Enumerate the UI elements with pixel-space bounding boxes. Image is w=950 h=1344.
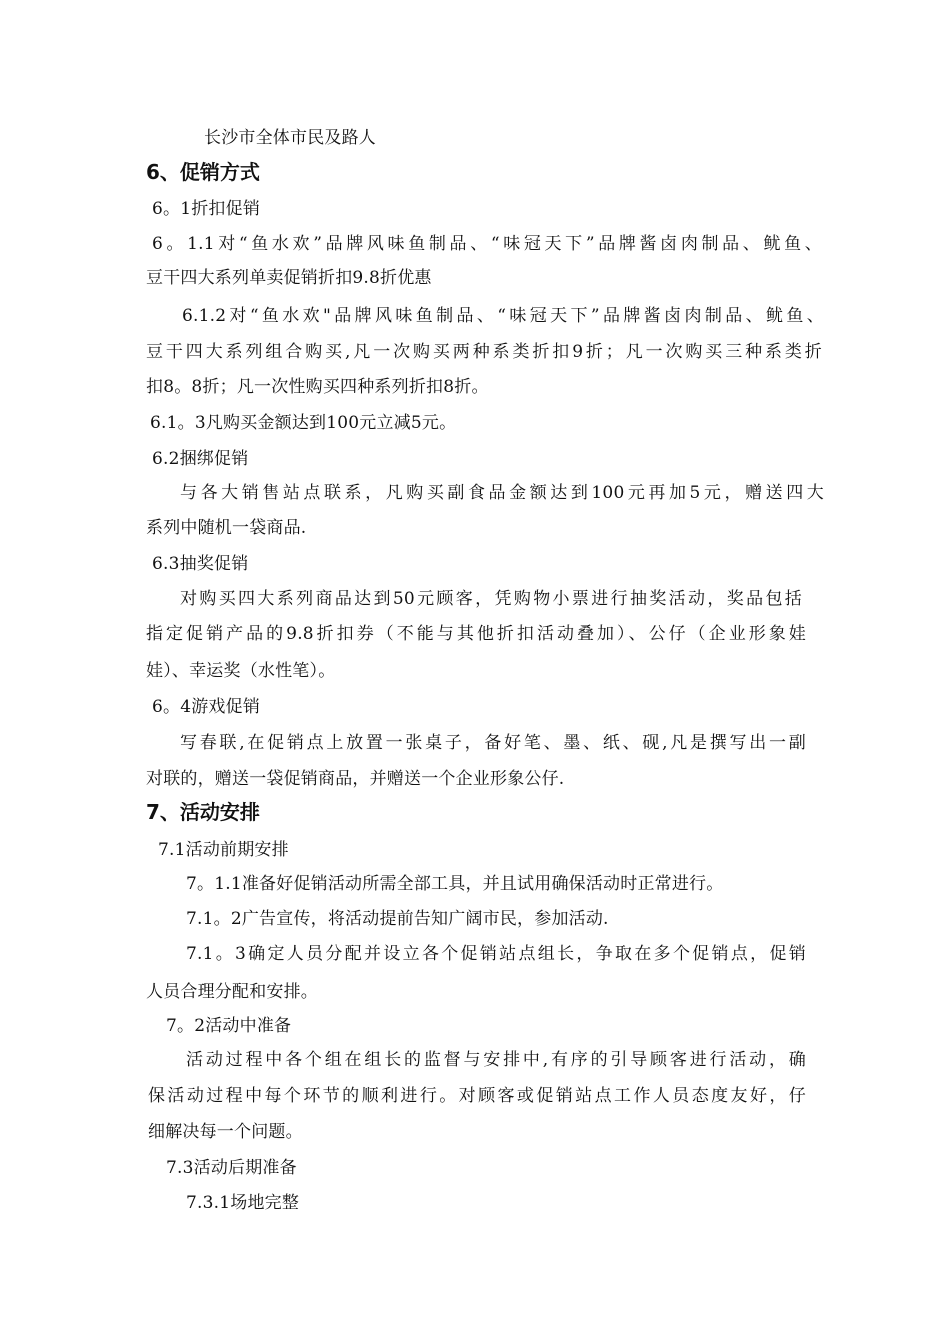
subsection-6-1-title: 6。1折扣促销: [152, 199, 261, 219]
paragraph-7-1-3-line-2: 人员合理分配和安排。: [146, 982, 318, 1002]
paragraph-6-1-1-line-1: 6。1.1对“鱼水欢”品牌风味鱼制品、“味冠天下”品牌酱卤肉制品、鱿鱼、: [152, 234, 822, 254]
paragraph-6-3-line-3: 娃）、幸运奖（水性笔）。: [146, 661, 336, 681]
paragraph-7-2-line-2: 保活动过程中每个环节的顺利进行。对顾客或促销站点工作人员态度友好，仔: [148, 1086, 806, 1106]
subsection-6-4-title: 6。4游戏促销: [152, 697, 261, 717]
paragraph-6-1-3: 6.1。3凡购买金额达到100元立减5元。: [150, 413, 457, 433]
paragraph-7-1-1: 7。1.1准备好促销活动所需全部工具，并且试用确保活动时正常进行。: [186, 874, 724, 894]
subsection-6-3-title: 6.3抽奖促销: [152, 554, 249, 574]
section-6-heading: 6、促销方式: [146, 160, 260, 184]
paragraph-6-1-2-line-3: 扣8。8折；凡一次性购买四种系列折扣8折。: [146, 377, 489, 397]
subsection-7-1-title: 7.1活动前期安排: [158, 840, 289, 860]
paragraph-6-3-line-1: 对购买四大系列商品达到50元顾客，凭购物小票进行抽奖活动，奖品包括: [180, 589, 802, 609]
target-audience-text: 长沙市全体市民及路人: [204, 128, 376, 148]
paragraph-6-2-line-2: 系列中随机一袋商品.: [146, 518, 307, 538]
paragraph-7-1-2: 7.1。2广告宣传，将活动提前告知广阔市民，参加活动.: [186, 909, 609, 929]
paragraph-7-2-line-1: 活动过程中各个组在组长的监督与安排中,有序的引导顾客进行活动，确: [186, 1050, 806, 1070]
subsection-7-2-title: 7。2活动中准备: [166, 1016, 292, 1036]
paragraph-6-4-line-1: 写春联,在促销点上放置一张桌子，备好笔、墨、纸、砚,凡是撰写出一副: [180, 733, 806, 753]
paragraph-6-1-1-line-2: 豆干四大系列单卖促销折扣9.8折优惠: [146, 268, 432, 288]
paragraph-7-3-1: 7.3.1场地完整: [186, 1193, 300, 1213]
subsection-7-3-title: 7.3活动后期准备: [166, 1158, 297, 1178]
paragraph-6-1-2-line-2: 豆干四大系列组合购买,凡一次购买两种系类折扣9折；凡一次购买三种系类折: [146, 342, 822, 362]
paragraph-6-1-2-line-1: 6.1.2对“鱼水欢"品牌风味鱼制品、“味冠天下”品牌酱卤肉制品、鱿鱼、: [182, 306, 824, 326]
paragraph-7-1-3-line-1: 7.1。3确定人员分配并设立各个促销站点组长，争取在多个促销点，促销: [186, 944, 806, 964]
paragraph-6-4-line-2: 对联的，赠送一袋促销商品，并赠送一个企业形象公仔.: [146, 769, 565, 789]
paragraph-6-2-line-1: 与各大销售站点联系，凡购买副食品金额达到100元再加5元，赠送四大: [180, 483, 824, 503]
section-7-heading: 7、活动安排: [146, 800, 260, 824]
paragraph-6-3-line-2: 指定促销产品的9.8折扣券（不能与其他折扣活动叠加）、公仔（企业形象娃: [146, 624, 806, 644]
subsection-6-2-title: 6.2捆绑促销: [152, 449, 249, 469]
paragraph-7-2-line-3: 细解决每一个问题。: [148, 1122, 303, 1142]
